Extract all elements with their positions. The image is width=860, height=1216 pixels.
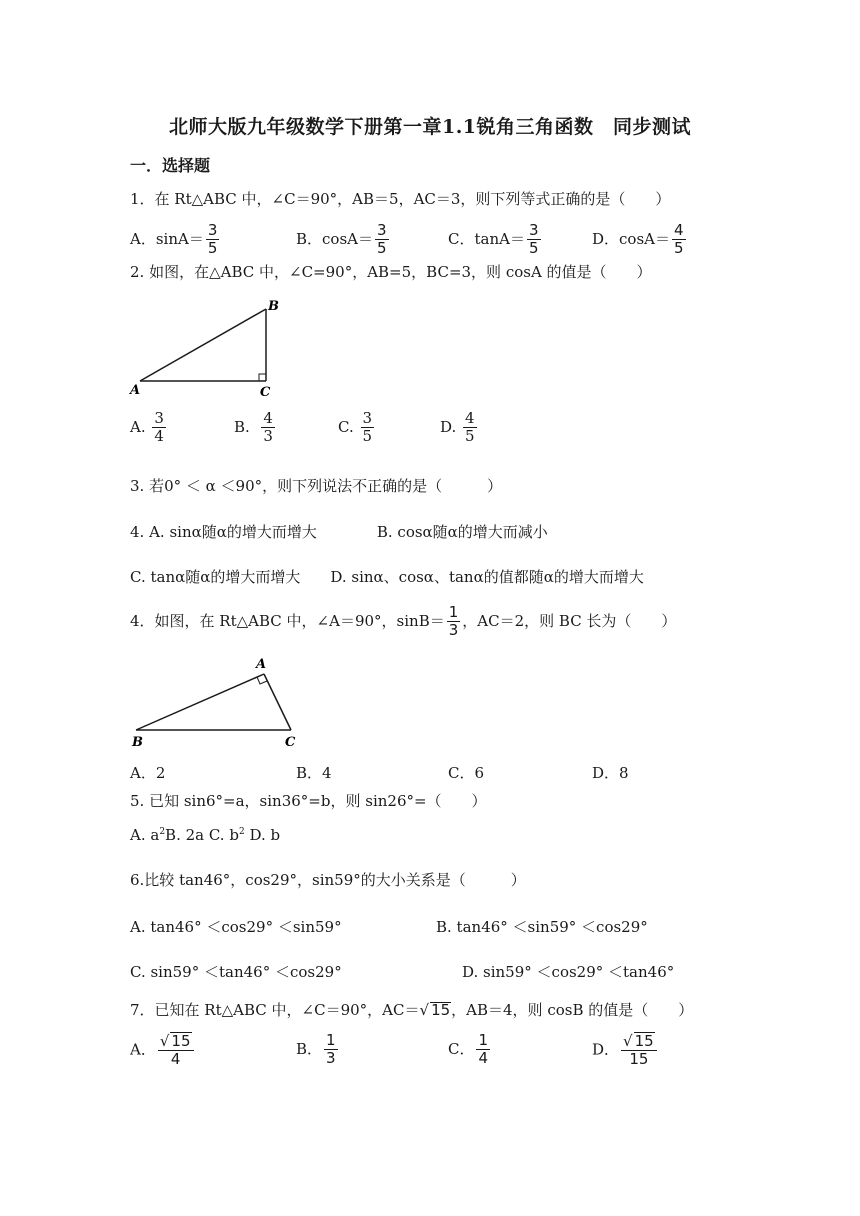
q1-stem: 1．在 Rt△ABC 中，∠C＝90°，AB＝5，AC＝3，则下列等式正确的是（ ） [130,190,671,208]
q4-label-b: B [132,735,143,750]
q1-option-a: A．sinA＝ $\frac{3}{5}$ [130,221,218,258]
q7-option-a: A． $\frac{√ 15}{4}$ [130,1032,196,1069]
q7-option-c: C． $\frac{1}{4}$ [448,1031,489,1068]
q4-option-a: A．2 [130,764,166,782]
q5-stem: 5. 已知 sin6°=a，sin36°=b，则 sin26°=（ ） [130,792,487,810]
q7-option-b: B． $\frac{1}{3}$ [296,1031,336,1068]
q5-options: A. $a^2B$. 2a C. $b^2$ D. b [130,826,281,844]
q2-label-b: B [268,299,279,314]
q1-option-d: D．cosA＝ $\frac{4}{5}$ [592,221,684,258]
q2-label-a: A [130,383,141,398]
q1-option-c: C．tanA＝ $\frac{3}{5}$ [448,221,539,258]
q6-option-d: D. sin59° ＜cos29° ＜tan46° [462,963,675,981]
q6-stem: 6.比较 tan46°，cos29°，sin59°的大小关系是（ ） [130,871,526,889]
q4-option-c: C．6 [448,764,485,782]
q3-options-cd: C. tanα随α的增大而增大 D. sinα、cosα、tanα的值都随α的增大而增大 [130,568,644,586]
q7-option-d: D． $\frac{√ 15}{15}$ [592,1032,659,1069]
page-title: 北师大版九年级数学下册第一章1.1锐角三角函数 同步测试 [168,116,692,138]
q7-stem: 7．已知在 Rt△ABC 中，∠C＝90°，AC＝√ 15，AB＝4，则 cosB 的值是（ ） [130,1001,694,1019]
q2-option-c: C. $\frac{3}{5}$ [338,409,373,446]
q1-option-b: B．cosA＝ $\frac{3}{5}$ [296,221,387,258]
q6-option-a: A. tan46° ＜cos29° ＜sin59° [130,918,342,936]
q4-triangle-figure [128,652,308,752]
q2-option-a: A. $\frac{3}{4}$ [130,409,164,446]
q2-stem: 2. 如图，在△ABC 中，∠C=90°，AB=5，BC=3，则 cosA 的值是（ ） [130,263,652,281]
q2-option-d: D. $\frac{4}{5}$ [440,409,475,446]
q4-side-ac [264,674,291,730]
q6-option-b: B. tan46° ＜sin59° ＜cos29° [436,918,648,936]
q2-option-b: B. $\frac{4}{3}$ [234,409,273,446]
q3-options-ab: 4. A. sinα随α的增大而增大 B. cosα随α的增大而减小 [130,523,548,541]
q2-side-ab [140,309,266,381]
q3-stem: 3. 若0° ＜ α ＜90°，则下列说法不正确的是（ ） [130,477,503,495]
q4-option-d: D．8 [592,764,629,782]
q4-option-b: B．4 [296,764,332,782]
q4-label-c: C [285,735,296,750]
q4-label-a: A [256,657,267,672]
q2-label-c: C [260,385,271,400]
section-heading: 一．选择题 [130,156,211,175]
q6-option-c: C. sin59° ＜tan46° ＜cos29° [130,963,342,981]
q2-triangle-figure [128,296,288,400]
q4-stem: 4．如图，在 Rt△ABC 中，∠A＝90°，sinB＝ $\frac{1}{3}$ ，AC＝2，则 BC 长为（ ） [130,603,677,640]
q2-right-angle-mark [259,374,266,381]
q4-side-ab [136,674,264,730]
